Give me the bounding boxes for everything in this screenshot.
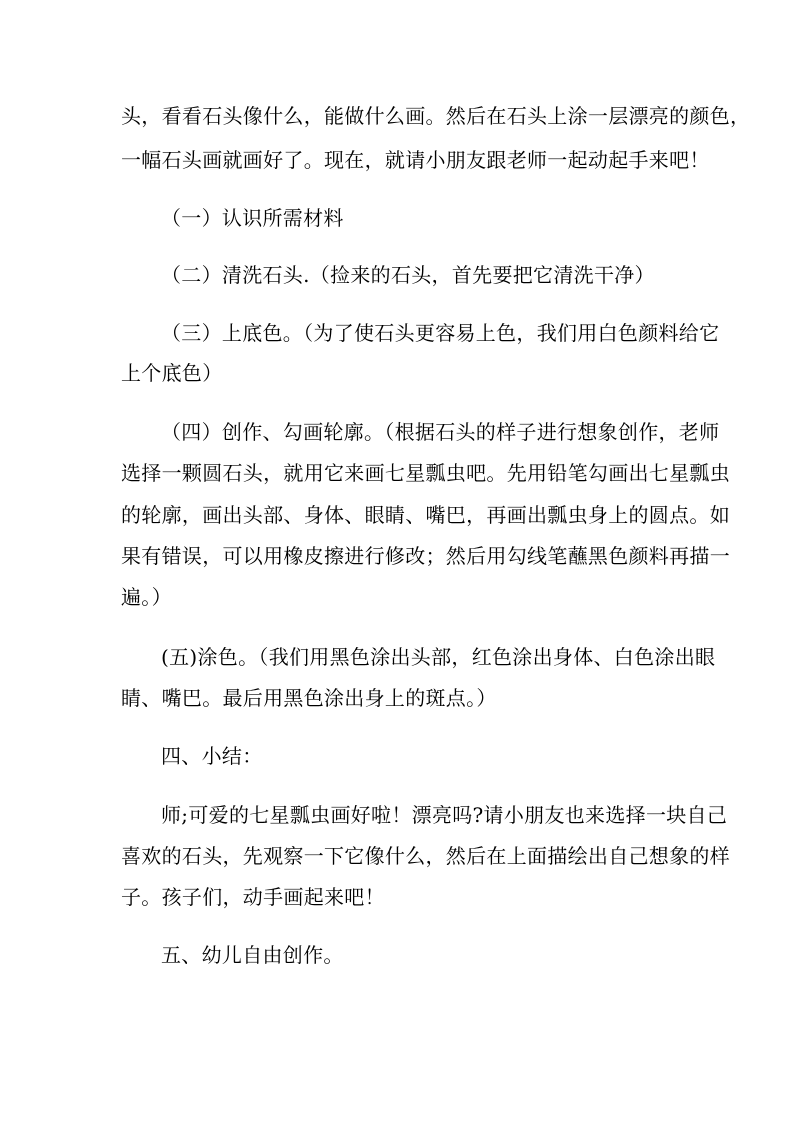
step-5-text: (五)涂色。（我们用黑色涂出头部，红色涂出身体、白色涂出眼 [161,645,716,669]
text-line: 一幅石头画就画好了。现在，就请小朋友跟老师一起动起手来吧！ [121,148,710,172]
step-4-text-cont: 选择一颗圆石头，就用它来画七星瓢虫吧。先用铅笔勾画出七星瓢虫 [121,461,730,485]
step-3-text-cont: 上个底色） [121,361,223,385]
summary-text-cont: 子。孩子们，动手画起来吧！ [121,885,385,909]
step-1-heading: （一）认识所需材料 [161,206,344,230]
step-4-text: （四）创作、勾画轮廓。（根据石头的样子进行想象创作，老师 [161,420,720,444]
step-3-text: （三）上底色。（为了使石头更容易上色，我们用白色颜料给它 [161,321,720,345]
step-4-text-cont: 果有错误，可以用橡皮擦进行修改；然后用勾线笔蘸黑色颜料再描一 [121,544,730,568]
step-5-text-cont: 睛、嘴巴。最后用黑色涂出身上的斑点。） [121,686,497,710]
step-4-text-cont: 的轮廓，画出头部、身体、眼睛、嘴巴，再画出瓢虫身上的圆点。如 [121,503,730,527]
section-4-heading: 四、小结： [161,744,263,768]
section-5-heading: 五、幼儿自由创作。 [161,943,344,967]
summary-text-cont: 喜欢的石头，先观察一下它像什么，然后在上面描绘出自己想象的样 [121,844,730,868]
summary-text: 师;可爱的七星瓢虫画好啦！漂亮吗?请小朋友也来选择一块自己 [161,803,728,827]
step-2-text: （二）清洗石头.（捡来的石头，首先要把它清洗干净） [161,263,655,287]
step-4-text-cont: 遍。） [121,585,172,609]
text-line: 头，看看石头像什么，能做什么画。然后在石头上涂一层漂亮的颜色， [121,104,751,128]
